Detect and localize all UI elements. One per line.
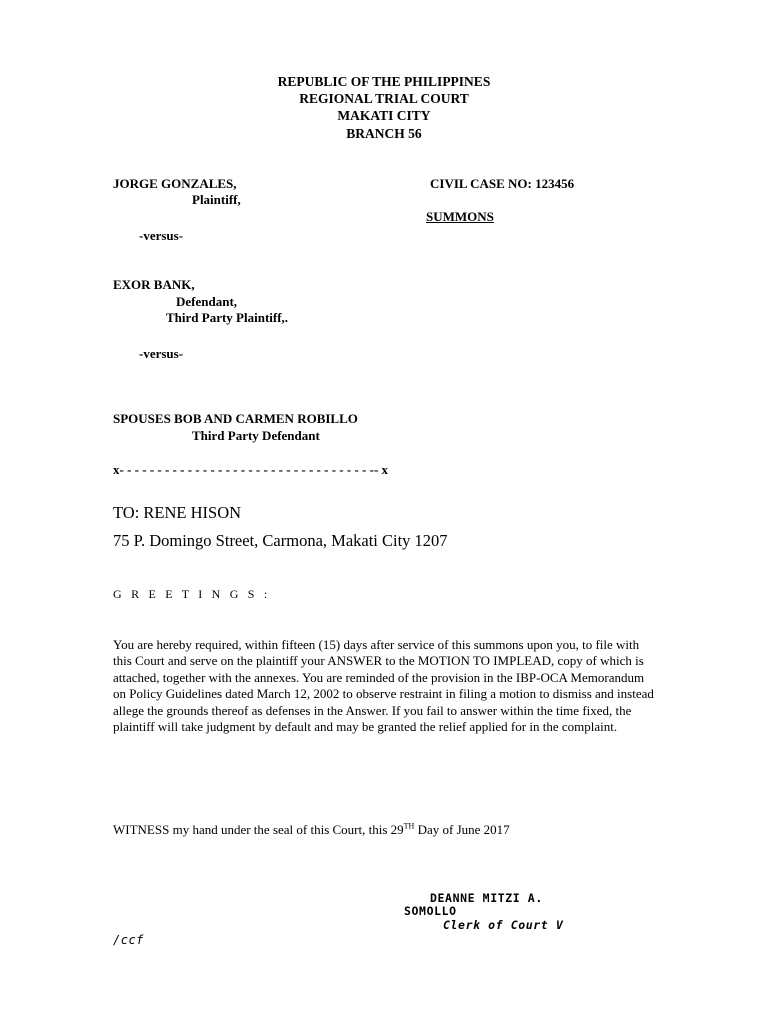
civil-case-number: CIVIL CASE NO: 123456 — [430, 176, 575, 191]
third-party-plaintiff-role: Third Party Plaintiff,. — [166, 310, 289, 325]
header-republic: REPUBLIC OF THE PHILIPPINES — [277, 74, 491, 89]
versus-1: -versus- — [139, 228, 184, 243]
defendant-role: Defendant, — [176, 294, 238, 309]
plaintiff-name: JORGE GONZALES, — [113, 176, 237, 191]
addressee-address: 75 P. Domingo Street, Carmona, Makati City 1207 — [113, 531, 448, 550]
caption-separator: x- - - - - - - - - - - - - - - - - - - - - - - - - - - - - - - - - -- x — [113, 462, 389, 477]
header-court: REGIONAL TRIAL COURT — [299, 91, 469, 106]
header-city: MAKATI CITY — [337, 108, 431, 123]
plaintiff-role: Plaintiff, — [192, 192, 241, 207]
third-party-defendant-role: Third Party Defendant — [192, 428, 320, 443]
defendant-name: EXOR BANK, — [113, 277, 195, 292]
body-paragraph: You are hereby required, within fifteen (15) days after service of this summons upon you, to file with this Court and serve on the plaintiff your ANSWER to the MOTION TO IMPLEAD, copy of which is attached, together with the annexes. You are reminded of the provision in the IBP-OCA Memorandum on Policy Guidelines dated March 12, 2002 to observe restraint in filing a motion to dismiss and instead allege the grounds thereof as defenses in the Answer. If you fail to answer within the time fixed, the plaintiff will take judgment by default and may be granted the relief applied for in the complaint. — [113, 637, 654, 735]
signatory-name-line1: DEANNE MITZI A. — [430, 891, 543, 905]
versus-2: -versus- — [139, 346, 184, 361]
witness-prefix: WITNESS my hand under the seal of this Court, this 29 — [113, 822, 404, 837]
initials: /ccf — [113, 933, 144, 947]
witness-superscript: TH — [403, 821, 415, 831]
document-title — [426, 208, 494, 225]
greetings: G R E E T I N G S : — [113, 587, 271, 601]
witness-suffix: Day of June 2017 — [414, 822, 510, 837]
addressee-to: TO: RENE HISON — [113, 503, 242, 522]
third-party-defendant-name: SPOUSES BOB AND CARMEN ROBILLO — [113, 411, 358, 426]
header-branch: BRANCH 56 — [346, 126, 422, 141]
signatory-name-line2: SOMOLLO — [404, 904, 457, 918]
signatory-title: Clerk of Court V — [443, 918, 564, 932]
witness-line — [113, 821, 510, 838]
document-title-text: SUMMONS — [426, 209, 494, 224]
